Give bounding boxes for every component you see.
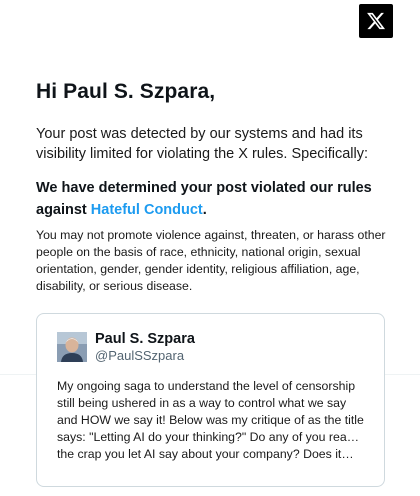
hateful-conduct-link[interactable]: Hateful Conduct [90, 202, 203, 218]
x-logo-glyph [366, 11, 386, 31]
determination-prefix: We have determined your post violated our rules against [36, 180, 372, 218]
post-text: My ongoing saga to understand the level of censorship still being ushered in as a way to control what we say and HOW we say it! Below was my critique of as the title says: "Letting AI do your thinking?" Do any of you read the crap you let AI say about your company? Does it… [57, 379, 364, 461]
greeting-heading: Hi Paul S. Szpara, [36, 80, 216, 103]
lead-paragraph: Your post was detected by our systems and had its visibility limited for violating the X rules. Specifically: [36, 126, 369, 162]
x-logo-icon[interactable] [359, 4, 393, 38]
author-name[interactable]: Paul S. Szpara [95, 331, 195, 347]
determination-suffix: . [202, 202, 207, 218]
post-author [57, 330, 364, 364]
avatar-image [57, 332, 87, 362]
notice-body [0, 78, 420, 487]
avatar[interactable] [57, 332, 87, 362]
author-text [95, 330, 195, 364]
rule-description: You may not promote violence against, threaten, or harass other people on the basis of race, ethnicity, national origin, sexual orientation, gender, gender identity, religious affiliation, age, disability, or serious disease. [36, 228, 386, 293]
post-card[interactable] [36, 313, 385, 487]
author-handle[interactable]: @PaulSSzpara [95, 348, 185, 363]
determination-paragraph [36, 177, 404, 221]
header [0, 0, 420, 78]
